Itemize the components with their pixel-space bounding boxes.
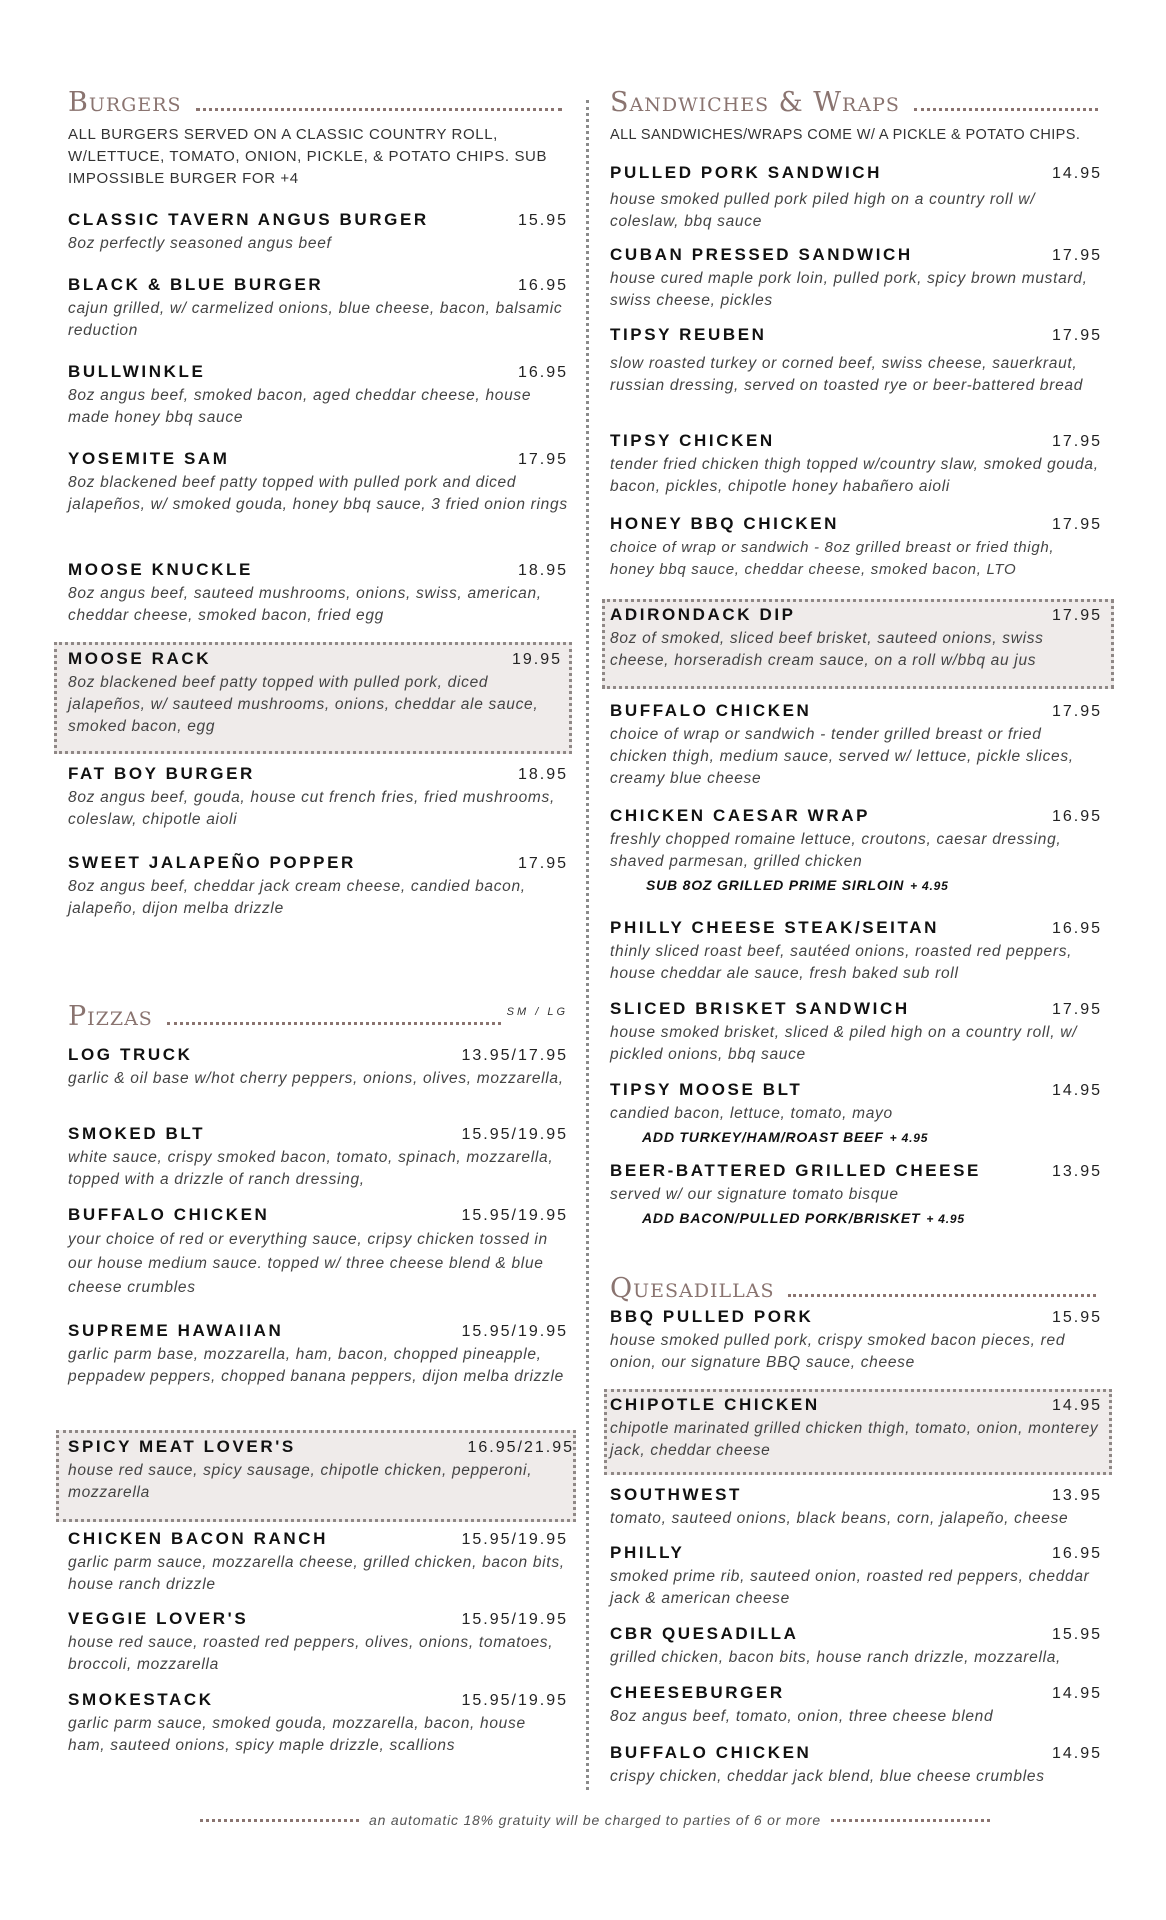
item-price: 18.95: [517, 562, 568, 579]
item-price: 16.95: [1051, 920, 1102, 937]
item-price: 17.95: [1051, 1001, 1102, 1018]
item-name: BLACK & BLUE BURGER: [68, 275, 324, 294]
item-name: SOUTHWEST: [610, 1485, 743, 1504]
item-price: 14.95: [1051, 165, 1102, 182]
item-name: SUPREME HAWAIIAN: [68, 1321, 284, 1340]
item-name: BBQ PULLED PORK: [610, 1307, 814, 1326]
item-name: YOSEMITE SAM: [68, 449, 230, 468]
menu-item: [610, 806, 1102, 893]
menu-item: [68, 560, 568, 627]
menu-item: [610, 1624, 1102, 1669]
menu-item: [610, 1080, 1102, 1145]
item-description: garlic parm sauce, mozzarella cheese, grilled chicken, bacon bits, house ranch drizzle: [68, 1554, 565, 1593]
item-price: 15.95/19.95: [461, 1126, 568, 1143]
item-description: 8oz angus beef, cheddar jack cream cheese, candied bacon, jalapeño, dijon melba drizzle: [68, 878, 526, 917]
item-name: MOOSE KNUCKLE: [68, 560, 253, 579]
addon-price: + 4.95: [910, 879, 949, 893]
item-price: 17.95: [1051, 433, 1102, 450]
item-name: SMOKED BLT: [68, 1124, 206, 1143]
item-description: grilled chicken, bacon bits, house ranch drizzle, mozzarella,: [610, 1649, 1062, 1666]
item-price: 15.95/19.95: [461, 1531, 568, 1548]
menu-item: [68, 853, 568, 920]
item-price: 15.95: [517, 212, 568, 229]
menu-item: [68, 1045, 568, 1090]
footer-rule-left: [200, 1819, 359, 1822]
item-price: 14.95: [1051, 1685, 1102, 1702]
item-price: 15.95/19.95: [461, 1323, 568, 1340]
item-price: 14.95: [1051, 1082, 1102, 1099]
item-name: PHILLY CHEESE STEAK/SEITAN: [610, 918, 939, 937]
menu-item: [68, 1124, 568, 1191]
addon-label: SUB 8OZ GRILLED PRIME SIRLOIN: [646, 877, 905, 893]
quesadillas-header: [610, 1262, 1102, 1302]
item-price: 17.95: [1051, 247, 1102, 264]
item-description: 8oz angus beef, tomato, onion, three cheese blend: [610, 1708, 994, 1725]
menu-item: [610, 245, 1102, 312]
item-price: 13.95: [1051, 1163, 1102, 1180]
item-price: 16.95: [517, 277, 568, 294]
item-description: crispy chicken, cheddar jack blend, blue cheese crumbles: [610, 1768, 1045, 1785]
pizzas-title: Pizzas: [68, 1001, 153, 1032]
item-price: 17.95: [1051, 327, 1102, 344]
addon-label: ADD TURKEY/HAM/ROAST BEEF: [642, 1129, 884, 1145]
item-description: served w/ our signature tomato bisque: [610, 1186, 899, 1203]
item-price: 15.95: [1051, 1309, 1102, 1326]
item-name: CHICKEN BACON RANCH: [68, 1529, 329, 1548]
item-price: 17.95: [517, 855, 568, 872]
menu-item-featured: [68, 649, 562, 738]
menu-item: [610, 1543, 1102, 1610]
item-description: slow roasted turkey or corned beef, swiss cheese, sauerkraut, russian dressing, served on toasted rye or beer-battered bread: [610, 355, 1084, 394]
sandwiches-title: Sandwiches & Wraps: [610, 87, 900, 118]
item-price: 13.95: [1051, 1487, 1102, 1504]
menu-item: [68, 362, 568, 429]
item-price: 17.95: [1051, 607, 1102, 624]
menu-item: [610, 1161, 1102, 1226]
item-description: 8oz blackened beef patty topped with pulled pork, diced jalapeños, w/ sauteed mushrooms, onions, cheddar ale sauce, smoked bacon, egg: [68, 674, 539, 735]
menu-item: [610, 1683, 1102, 1728]
item-name: TIPSY CHICKEN: [610, 431, 775, 450]
menu-item: [610, 1307, 1102, 1374]
item-description: house smoked brisket, sliced & piled high on a country roll, w/ pickled onions, bbq sauce: [610, 1024, 1078, 1063]
item-name: TIPSY REUBEN: [610, 325, 767, 344]
menu-item: [68, 210, 568, 255]
item-name: ADIRONDACK DIP: [610, 605, 796, 624]
item-name: SWEET JALAPEÑO POPPER: [68, 853, 356, 872]
addon-price: + 4.95: [889, 1131, 929, 1145]
burgers-title-rule: [196, 108, 562, 111]
menu-item: [68, 1321, 568, 1388]
menu-item: [610, 514, 1102, 581]
item-name: PULLED PORK SANDWICH: [610, 163, 883, 182]
item-price: 15.95: [1051, 1626, 1102, 1643]
sandwiches-note: ALL SANDWICHES/WRAPS COME W/ A PICKLE & POTATO CHIPS.: [610, 127, 1081, 143]
addon-price: + 4.95: [926, 1212, 965, 1226]
menu-item-featured: [610, 605, 1102, 672]
gratuity-notice: an automatic 18% gratuity will be charged to parties of 6 or more: [369, 1812, 821, 1828]
item-price: 13.95/17.95: [461, 1047, 568, 1064]
item-name: BUFFALO CHICKEN: [610, 701, 812, 720]
column-divider: [586, 100, 589, 1790]
item-name: CHIPOTLE CHICKEN: [610, 1395, 820, 1414]
item-description: tomato, sauteed onions, black beans, corn, jalapeño, cheese: [610, 1510, 1069, 1527]
item-description: house smoked pulled pork, crispy smoked bacon pieces, red onion, our signature BBQ sauce, cheese: [610, 1332, 1066, 1371]
item-name: FAT BOY BURGER: [68, 764, 255, 783]
addon-label: ADD BACON/PULLED PORK/BRISKET: [642, 1210, 921, 1226]
menu-item: [68, 1205, 568, 1300]
item-description: choice of wrap or sandwich - 8oz grilled breast or fried thigh, honey bbq sauce, cheddar cheese, smoked bacon, LTO: [610, 539, 1055, 578]
item-description: white sauce, crispy smoked bacon, tomato, spinach, mozzarella, topped with a drizzle of ranch dressing,: [68, 1149, 554, 1188]
item-name: CLASSIC TAVERN ANGUS BURGER: [68, 210, 429, 229]
item-name: VEGGIE LOVER'S: [68, 1609, 249, 1628]
footer-rule-right: [831, 1819, 990, 1822]
gratuity-footer: [200, 1812, 990, 1828]
menu-item: [610, 431, 1102, 498]
sandwiches-title-rule: [914, 108, 1098, 111]
item-name: CHEESEBURGER: [610, 1683, 785, 1702]
item-price: 16.95: [517, 364, 568, 381]
item-price: 17.95: [1051, 516, 1102, 533]
item-description: garlic parm sauce, smoked gouda, mozzarella, bacon, house ham, sauteed onions, spicy maple drizzle, scallions: [68, 1715, 526, 1754]
menu-item: [610, 325, 1102, 397]
item-description: chipotle marinated grilled chicken thigh, tomato, onion, monterey jack, cheddar cheese: [610, 1420, 1099, 1459]
item-name: TIPSY MOOSE BLT: [610, 1080, 803, 1099]
item-addon: [610, 1129, 1102, 1145]
menu-item: [68, 1690, 568, 1757]
item-description: thinly sliced roast beef, sautéed onions, roasted red peppers, house cheddar ale sauce, fresh baked sub roll: [610, 943, 1073, 982]
item-description: garlic & oil base w/hot cherry peppers, onions, olives, mozzarella,: [68, 1070, 564, 1087]
menu-item: [610, 999, 1102, 1066]
menu-item: [610, 155, 1102, 233]
menu-item: [68, 449, 568, 516]
item-price: 16.95: [1051, 1545, 1102, 1562]
pizzas-title-rule: [167, 1022, 501, 1025]
item-price: 16.95/21.95: [467, 1439, 574, 1456]
item-name: BULLWINKLE: [68, 362, 206, 381]
item-name: CUBAN PRESSED SANDWICH: [610, 245, 913, 264]
menu-item-featured: [68, 1437, 574, 1504]
item-description: cajun grilled, w/ carmelized onions, blue cheese, bacon, balsamic reduction: [68, 300, 563, 339]
item-price: 14.95: [1051, 1745, 1102, 1762]
menu-item: [68, 275, 568, 342]
item-description: 8oz angus beef, sauteed mushrooms, onions, swiss, american, cheddar cheese, smoked bacon, fried egg: [68, 585, 542, 624]
burgers-title: Burgers: [68, 87, 182, 118]
item-price: 17.95: [1051, 703, 1102, 720]
item-description: freshly chopped romaine lettuce, croutons, caesar dressing, shaved parmesan, grilled chicken: [610, 831, 1062, 870]
item-name: SPICY MEAT LOVER'S: [68, 1437, 296, 1456]
item-description: 8oz angus beef, smoked bacon, aged cheddar cheese, house made honey bbq sauce: [68, 387, 532, 426]
quesadillas-title: Quesadillas: [610, 1273, 775, 1304]
item-name: MOOSE RACK: [68, 649, 212, 668]
item-name: CHICKEN CAESAR WRAP: [610, 806, 871, 825]
item-price: 19.95: [511, 651, 562, 668]
item-description: garlic parm base, mozzarella, ham, bacon, chopped pineapple, peppadew peppers, chopped banana peppers, dijon melba drizzle: [68, 1346, 564, 1385]
menu-item-featured: [610, 1395, 1102, 1462]
item-price: 16.95: [1051, 808, 1102, 825]
pizzas-header: [68, 990, 568, 1030]
item-description: choice of wrap or sandwich - tender grilled breast or fried chicken thigh, medium sauce, served w/ lettuce, pickle slices, creamy blue cheese: [610, 726, 1074, 787]
quesadillas-title-rule: [788, 1294, 1096, 1297]
menu-item: [68, 1609, 568, 1676]
item-description: 8oz of smoked, sliced beef brisket, sauteed onions, swiss cheese, horseradish cream sauce, on a roll w/bbq au jus: [610, 630, 1044, 669]
menu-item: [610, 1743, 1102, 1788]
item-name: PHILLY: [610, 1543, 685, 1562]
menu-item: [610, 1485, 1102, 1530]
item-addon: [610, 1210, 1102, 1226]
item-name: BUFFALO CHICKEN: [610, 1743, 812, 1762]
item-price: 17.95: [517, 451, 568, 468]
menu-item: [610, 918, 1102, 985]
item-description: 8oz blackened beef patty topped with pulled pork and diced jalapeños, w/ smoked gouda, honey bbq sauce, 3 fried onion rings: [68, 474, 568, 513]
item-description: 8oz angus beef, gouda, house cut french fries, fried mushrooms, coleslaw, chipotle aioli: [68, 789, 555, 828]
item-price: 15.95/19.95: [461, 1207, 568, 1224]
item-name: HONEY BBQ CHICKEN: [610, 514, 840, 533]
menu-item: [68, 764, 568, 831]
item-description: house cured maple pork loin, pulled pork, spicy brown mustard, swiss cheese, pickles: [610, 270, 1088, 309]
item-addon: [610, 877, 1102, 893]
item-price: 15.95/19.95: [461, 1692, 568, 1709]
item-description: house red sauce, spicy sausage, chipotle chicken, pepperoni, mozzarella: [68, 1462, 533, 1501]
menu-item: [610, 701, 1102, 790]
item-description: candied bacon, lettuce, tomato, mayo: [610, 1105, 893, 1122]
item-price: 14.95: [1051, 1397, 1102, 1414]
item-name: BUFFALO CHICKEN: [68, 1205, 270, 1224]
burgers-header: [68, 76, 568, 116]
pizza-size-label: SM / LG: [506, 1006, 568, 1018]
item-name: CBR QUESADILLA: [610, 1624, 799, 1643]
menu-item: [68, 1529, 568, 1596]
sandwiches-header: [610, 76, 1104, 116]
item-description: tender fried chicken thigh topped w/country slaw, smoked gouda, bacon, pickles, chipotle honey habañero aioli: [610, 456, 1099, 495]
item-price: 15.95/19.95: [461, 1611, 568, 1628]
item-description: your choice of red or everything sauce, cripsy chicken tossed in our house medium sauce. topped w/ three cheese blend & blue cheese crumbles: [68, 1231, 548, 1296]
item-description: house red sauce, roasted red peppers, olives, onions, tomatoes, broccoli, mozzarella: [68, 1634, 554, 1673]
item-name: BEER-BATTERED GRILLED CHEESE: [610, 1161, 981, 1180]
item-description: 8oz perfectly seasoned angus beef: [68, 235, 332, 252]
item-name: LOG TRUCK: [68, 1045, 193, 1064]
item-description: smoked prime rib, sauteed onion, roasted red peppers, cheddar jack & american cheese: [610, 1568, 1090, 1607]
item-name: SLICED BRISKET SANDWICH: [610, 999, 910, 1018]
item-price: 18.95: [517, 766, 568, 783]
item-description: house smoked pulled pork piled high on a country roll w/ coleslaw, bbq sauce: [610, 191, 1036, 230]
item-name: SMOKESTACK: [68, 1690, 214, 1709]
burgers-note: ALL BURGERS SERVED ON A CLASSIC COUNTRY ROLL, W/LETTUCE, TOMATO, ONION, PICKLE, & POTATO CHIPS. SUB IMPOSSIBLE BURGER FOR +4: [68, 126, 548, 187]
